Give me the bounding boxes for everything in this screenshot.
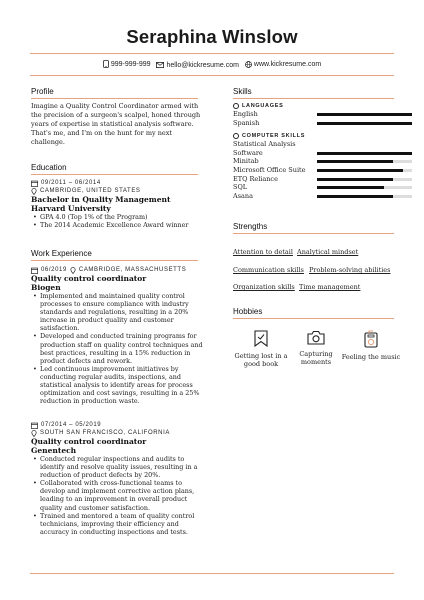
music-player-icon bbox=[364, 330, 378, 348]
list-item: • Collaborated with cross-functional teams to develop and implement corrective action plans, leading to an improvement in overall product quality and customer satisfaction. bbox=[31, 479, 203, 511]
skill-row: Spanish bbox=[233, 119, 413, 128]
skills-block bbox=[233, 102, 413, 200]
languages-subheading: LANGUAGES bbox=[233, 102, 413, 110]
education-school: Harvard University bbox=[31, 203, 111, 213]
calendar-icon bbox=[31, 267, 38, 274]
skill-row: SQL bbox=[233, 183, 413, 192]
job-role: Quality control coordinator bbox=[31, 437, 147, 446]
candidate-name: Seraphina Winslow bbox=[126, 26, 298, 47]
job-meta: 06/2019 CAMBRIDGE, MASSACHUSETTS bbox=[31, 266, 203, 274]
skill-bar bbox=[317, 195, 412, 198]
languages-list bbox=[233, 110, 413, 127]
skill-row: English bbox=[233, 110, 413, 119]
skill-row: Statistical Analysis Software bbox=[233, 140, 413, 157]
camera-icon bbox=[307, 330, 325, 345]
skill-bar bbox=[317, 152, 412, 155]
skill-bar bbox=[317, 113, 412, 116]
info-icon bbox=[233, 103, 239, 109]
list-item: • Implemented and maintained quality control processes to ensure compliance with industry standards and regulations, resulting in a 20% increase in product quality and customer satisfaction. bbox=[31, 292, 203, 332]
skill-bar-fill bbox=[317, 186, 384, 189]
phone-icon bbox=[103, 60, 109, 68]
contact-phone[interactable]: 999-999-999 bbox=[103, 60, 151, 68]
computer-skills-subheading: COMPUTER SKILLS bbox=[233, 132, 413, 140]
education-degree: Bachelor in Quality Management bbox=[31, 195, 171, 204]
skill-bar-fill bbox=[317, 169, 403, 172]
job-company: Biogen bbox=[31, 282, 61, 292]
skill-bar bbox=[317, 169, 412, 172]
contact-website[interactable]: www.kickresume.com bbox=[245, 61, 321, 68]
education-divider bbox=[31, 174, 198, 175]
work-heading: Work Experience bbox=[31, 249, 92, 258]
location-pin-icon bbox=[31, 188, 37, 195]
location-pin-icon bbox=[31, 430, 37, 437]
strength-tag: Time management bbox=[299, 283, 361, 291]
skill-bar-fill bbox=[317, 178, 393, 181]
education-dates: 09/2011 – 06/2014 bbox=[31, 179, 201, 187]
calendar-icon bbox=[31, 422, 38, 429]
book-icon bbox=[254, 330, 268, 347]
list-item: • Developed and conducted training programs for production staff on quality control techniques and best practices, resulting in a 15% reduction in product defects and rework. bbox=[31, 332, 203, 364]
job-bullets bbox=[31, 455, 203, 536]
skill-bar bbox=[317, 186, 412, 189]
work-divider bbox=[31, 260, 198, 261]
strength-tag: Attention to detail bbox=[233, 248, 293, 256]
computer-skills-list bbox=[233, 140, 413, 200]
skill-bar bbox=[317, 160, 412, 163]
location-pin-icon bbox=[70, 267, 76, 274]
job-entry-2 bbox=[31, 421, 203, 536]
skills-divider bbox=[233, 98, 394, 99]
contact-divider bbox=[30, 75, 394, 76]
skill-bar-fill bbox=[317, 122, 412, 125]
strengths-divider bbox=[233, 233, 394, 234]
header-divider bbox=[30, 53, 394, 54]
job-company: Genentech bbox=[31, 445, 77, 455]
list-item: • GPA 4.0 (Top 1% of the Program) bbox=[31, 213, 201, 221]
education-entry bbox=[31, 179, 201, 229]
skill-bar-fill bbox=[317, 152, 412, 155]
info-icon bbox=[233, 133, 239, 139]
list-item: • Led continuous improvement initiatives by conducting regular audits, inspections, and statistical analysis to identify areas for process optimization and cost savings, resulting in a 25% reduction in production waste. bbox=[31, 365, 203, 405]
calendar-icon bbox=[31, 180, 38, 187]
hobbies-divider bbox=[233, 318, 394, 319]
education-bullets bbox=[31, 213, 201, 229]
education-heading: Education bbox=[31, 163, 67, 172]
job-entry-1 bbox=[31, 266, 203, 405]
skill-row: Microsoft Office Suite bbox=[233, 166, 413, 175]
skills-heading: Skills bbox=[233, 87, 252, 96]
footer-divider bbox=[30, 573, 394, 574]
list-item: • The 2014 Academic Excellence Award winner bbox=[31, 221, 201, 229]
education-location: CAMBRIDGE, UNITED STATES bbox=[31, 187, 201, 195]
skill-row: Minitab bbox=[233, 157, 413, 166]
email-icon bbox=[156, 62, 164, 68]
hobby-item: Feeling the music bbox=[341, 330, 401, 361]
job-role: Quality control coordinator bbox=[31, 274, 147, 283]
skill-bar bbox=[317, 178, 412, 181]
skill-row: ETQ Reliance bbox=[233, 175, 413, 184]
profile-heading: Profile bbox=[31, 87, 54, 96]
strength-tag: Organization skills bbox=[233, 283, 295, 291]
strengths-heading: Strengths bbox=[233, 222, 268, 231]
job-location: SOUTH SAN FRANCISCO, CALIFORNIA bbox=[31, 429, 203, 437]
profile-text: Imagine a Quality Control Coordinator armed with the precision of a surgeon's scalpel, honed through years of expertise in statistical analysis software. That's me, and I'm on the hunt for my next challenge. bbox=[31, 102, 201, 146]
globe-icon bbox=[245, 61, 252, 68]
list-item: • Conducted regular inspections and audits to identify and resolve quality issues, resulting in a reduction of product defects by 20%. bbox=[31, 455, 203, 479]
contact-bar bbox=[0, 60, 424, 70]
skill-bar-fill bbox=[317, 195, 393, 198]
hobby-item: Capturing moments bbox=[286, 330, 346, 366]
strength-tag: Problem-solving abilities bbox=[309, 266, 391, 274]
profile-divider bbox=[31, 98, 198, 99]
job-bullets bbox=[31, 292, 203, 405]
hobby-item: Getting lost in a good book bbox=[231, 330, 291, 368]
strength-tag: Analytical mindset bbox=[297, 248, 359, 256]
hobbies-heading: Hobbies bbox=[233, 307, 263, 316]
list-item: • Trained and mentored a team of quality control technicians, improving their efficiency and accuracy in conducting inspections and tests. bbox=[31, 512, 203, 536]
skill-row: Asana bbox=[233, 192, 413, 201]
skill-bar bbox=[317, 122, 412, 125]
job-meta: 07/2014 – 05/2019 bbox=[31, 421, 203, 429]
contact-email[interactable]: hello@kickresume.com bbox=[156, 62, 238, 69]
strength-tag: Communication skills bbox=[233, 266, 304, 274]
skill-bar-fill bbox=[317, 160, 393, 163]
skill-bar-fill bbox=[317, 113, 412, 116]
